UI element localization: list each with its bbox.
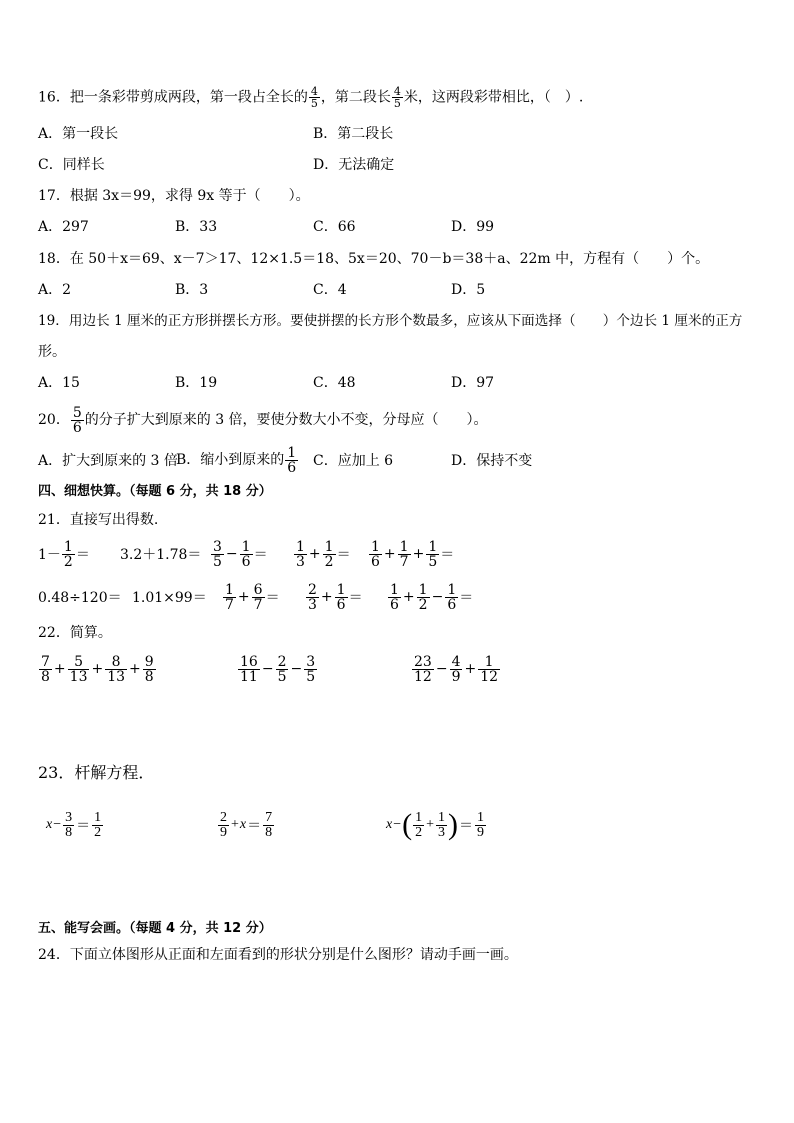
question-number: 20．	[38, 412, 70, 428]
equation-23-1: x − $\frac{3}{8}$ ＝ $\frac{1}{2}$	[46, 809, 102, 840]
question-22-title: 22．简算。	[38, 625, 112, 641]
expr-21-8: $\frac{1}{7}$ + $\frac{6}{7}$ ＝	[225, 581, 280, 613]
option-a: A．第一段长	[38, 126, 119, 142]
option-d: D．97	[451, 375, 495, 391]
fraction: $\frac{4}{5}$	[393, 85, 401, 110]
option-b: B．33	[175, 219, 218, 235]
question-17: 17．根据 3x＝99，求得 9x 等于（ ）。	[38, 188, 310, 204]
expr-21-9: $\frac{2}{3}$ + $\frac{1}{6}$ ＝	[308, 581, 363, 613]
section-4-heading: 四、细想快算。（每题 6 分，共 18 分）	[38, 484, 272, 499]
option-b: B．19	[175, 375, 218, 391]
option-b: B．3	[175, 282, 209, 298]
fraction: $\frac{5}{6}$	[72, 404, 82, 436]
question-21-title: 21．直接写出得数.	[38, 512, 159, 528]
question-20	[38, 400, 488, 440]
question-19-line-2: 形。	[38, 344, 66, 360]
option-d: D．保持不变	[451, 453, 533, 469]
option-c: C．4	[313, 282, 347, 298]
fraction: $\frac{4}{5}$	[310, 85, 318, 110]
question-16	[38, 86, 583, 109]
option-c: C．48	[313, 375, 356, 391]
expr-21-1: 1－ $\frac{1}{2}$ ＝	[38, 538, 90, 570]
option-d: D．99	[451, 219, 495, 235]
question-text: ，第二段长	[320, 89, 391, 106]
section-5-heading: 五、能写会画。（每题 4 分，共 12 分）	[38, 921, 272, 936]
question-18: 18．在 50＋x＝69、x－7＞17、12×1.5＝18、5x＝20、70－b＝38＋a、22m 中，方程有（ ）个。	[38, 251, 710, 267]
option-b: B．第二段长	[313, 126, 394, 142]
expr-22-1: $\frac{7}{8}$ + $\frac{5}{13}$ + $\frac{8}{13}$ + $\frac{9}{8}$	[41, 653, 154, 685]
question-number: 16．	[38, 89, 70, 106]
question-19-line-1: 19．用边长 1 厘米的正方形拼摆长方形。要使拼摆的长方形个数最多，应该从下面选择（ ）个边长 1 厘米的正方	[38, 313, 743, 329]
question-text: 把一条彩带剪成两段，第一段占全长的	[69, 89, 308, 106]
expr-22-2: $\frac{16}{11}$ − $\frac{2}{5}$ − $\frac{3}{5}$	[240, 653, 316, 685]
option-a: A．2	[38, 282, 72, 298]
fraction: $\frac{1}{6}$	[287, 444, 297, 476]
question-24: 24．下面立体图形从正面和左面看到的形状分别是什么图形？请动手画一画。	[38, 947, 518, 963]
expr-21-2: 3.2＋1.78＝	[120, 547, 202, 563]
option-b	[176, 440, 299, 480]
option-a: A．15	[38, 375, 80, 391]
expr-21-6: 0.48÷120＝	[38, 590, 122, 606]
expr-21-7: 1.01×99＝	[132, 590, 207, 606]
expr-21-10: $\frac{1}{6}$ + $\frac{1}{2}$ − $\frac{1}{6}$ ＝	[390, 581, 474, 613]
question-text: 的分子扩大到原来的 3 倍，要使分数大小不变，分母应（ ）。	[84, 412, 488, 428]
expr-21-3: $\frac{3}{5}$ − $\frac{1}{6}$ ＝	[213, 538, 268, 570]
option-c: C．同样长	[38, 157, 105, 173]
option-a: A．扩大到原来的 3 倍	[38, 453, 178, 469]
option-c: C．66	[313, 219, 356, 235]
option-d: D．无法确定	[313, 157, 395, 173]
option-text: B．缩小到原来的	[176, 452, 285, 468]
equation-23-3: x − ( $\frac{1}{2}$ + $\frac{1}{3}$ ) ＝ $\frac{1}{9}$	[386, 808, 485, 841]
question-23-title: 23．杆解方程．	[38, 763, 155, 782]
option-d: D．5	[451, 282, 486, 298]
option-a: A．297	[38, 219, 89, 235]
equation-23-2: $\frac{2}{9}$ + x ＝ $\frac{7}{8}$	[220, 809, 273, 840]
option-c: C．应加上 6	[313, 453, 394, 469]
expr-21-4: $\frac{1}{3}$ + $\frac{1}{2}$ ＝	[296, 538, 351, 570]
expr-22-3: $\frac{23}{12}$ − $\frac{4}{9}$ + $\frac{1}{12}$	[414, 653, 499, 685]
expr-21-5: $\frac{1}{6}$ + $\frac{1}{7}$ + $\frac{1}{5}$ ＝	[371, 538, 455, 570]
question-text: 米，这两段彩带相比，（ ）.	[403, 89, 584, 106]
